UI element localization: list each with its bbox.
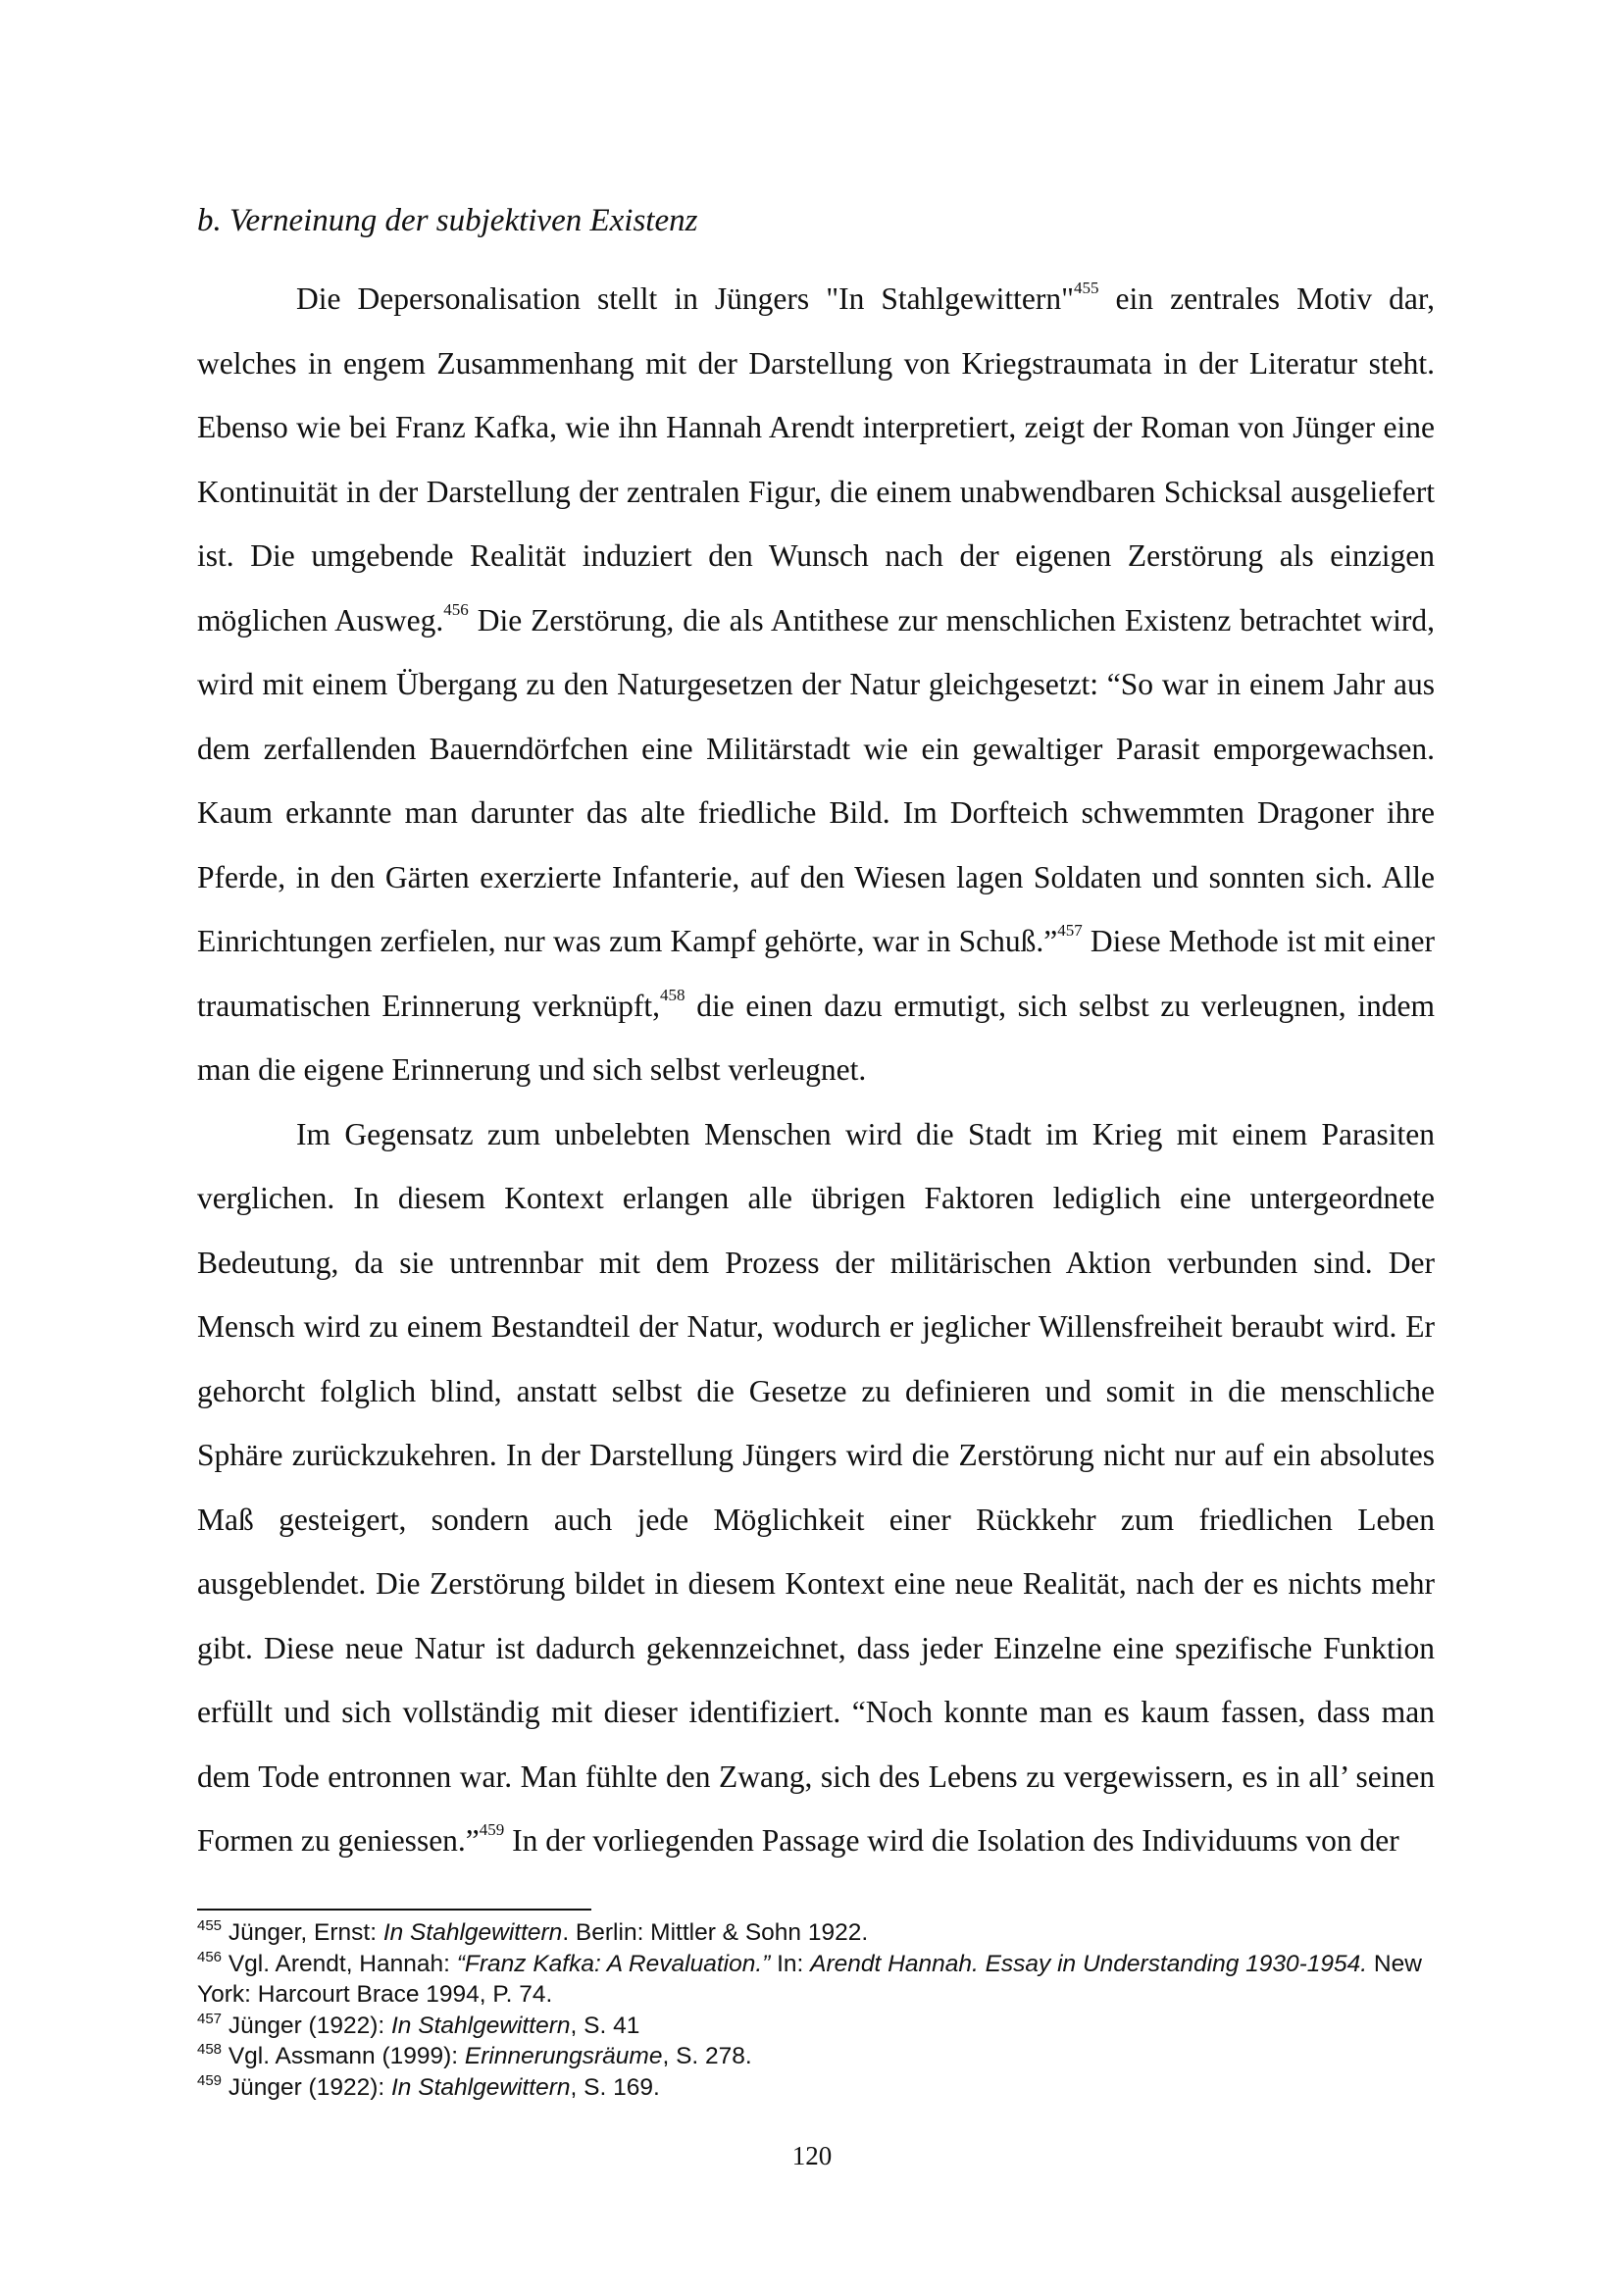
- footnote-text: New York: Harcourt Brace 1994, P. 74.: [197, 1950, 1422, 2008]
- text-run: Die Zerstörung, die als Antithese zur menschlichen Existenz betrachtet wird, wird mit einem Übergang zu den Naturgesetzen der Natur gleichgesetzt: “So war in einem Jahr aus dem zerfallenden Bauerndörfchen eine Militärstadt wie ein gewaltiger Parasit emporgewachsen. Kaum erkannte man darunter das alte friedliche Bild. Im Dorfteich schwemmten Dragoner ihre Pferde, in den Gärten exerzierte Infanterie, auf den Wiesen lagen Soldaten und sonnten sich. Alle Einrichtungen zerfielen, nur was zum Kampf gehörte, war in Schuß.”: [197, 602, 1435, 958]
- footnote: [197, 2072, 1435, 2104]
- footnote-text: , S. 278.: [662, 2043, 752, 2069]
- footnote-title: In Stahlgewittern: [382, 1919, 563, 1946]
- footnote-text: . Berlin: Mittler & Sohn 1922.: [562, 1919, 869, 1946]
- footnote-text: Jünger (1922):: [222, 2012, 391, 2039]
- footnote: [197, 2011, 1435, 2042]
- footnote-text: In:: [770, 1950, 811, 1977]
- footnote-text: , S. 41: [570, 2012, 640, 2039]
- paragraph: [197, 1102, 1435, 1873]
- text-run: ein zentrales Motiv dar, welches in engem Zusammenhang mit der Darstellung von Kriegstraumata in der Literatur steht. Ebenso wie bei Franz Kafka, wie ihn Hannah Arendt interpretiert, zeigt der Roman von Jünger eine Kontinuität in der Darstellung der zentralen Figur, die einem unabwendbaren Schicksal ausgeliefert ist. Die umgebende Realität induziert den Wunsch nach der eigenen Zerstörung als einzigen möglichen Ausweg.: [197, 281, 1435, 637]
- footnote: [197, 1917, 1435, 1949]
- paragraph: [197, 267, 1435, 1102]
- footnote-number: 459: [197, 2071, 223, 2089]
- footnote-title: In Stahlgewittern: [391, 2073, 571, 2101]
- footnote-number: 458: [197, 2041, 223, 2058]
- footnote-separator: [197, 1909, 591, 1911]
- footnote: [197, 2041, 1435, 2072]
- footnote-number: 456: [197, 1948, 223, 1965]
- footnote-text: Jünger, Ernst:: [222, 1919, 383, 1946]
- section-heading: b. Verneinung der subjektiven Existenz: [197, 203, 698, 238]
- footnote-title: Arendt Hannah. Essay in Understanding 1930-1954.: [810, 1950, 1368, 1977]
- footnote-text: Vgl. Assmann (1999):: [222, 2043, 465, 2069]
- page-number: 120: [791, 2141, 833, 2170]
- text-run: In der vorliegenden Passage wird die Isolation des Individuums von der: [504, 1823, 1399, 1858]
- text-run: Im Gegensatz zum unbelebten Menschen wird die Stadt im Krieg mit einem Parasiten verglichen. In diesem Kontext erlangen alle übrigen Faktoren lediglich eine untergeordnete Bedeutung, da sie untrennbar mit dem Prozess der militärischen Aktion verbunden sind. Der Mensch wird zu einem Bestandteil der Natur, wodurch er jeglicher Willensfreiheit beraubt wird. Er gehorcht folglich blind, anstatt selbst die Gesetze zu definieren und somit in die menschliche Sphäre zurückzukehren. In der Darstellung Jüngers wird die Zerstörung nicht nur auf ein absolutes Maß gesteigert, sondern auch jede Möglichkeit einer Rückkehr zum friedlichen Leben ausgeblendet. Die Zerstörung bildet in diesem Kontext eine neue Realität, nach der es nichts mehr gibt. Diese neue Natur ist dadurch gekennzeichnet, dass jeder Einzelne eine spezifische Funktion erfüllt und sich vollständig mit dieser identifiziert. “Noch konnte man es kaum fassen, dass man dem Tode entronnen war. Man fühlte den Zwang, sich des Lebens zu vergewissern, es in all’ seinen Formen zu geniessen.”: [197, 1116, 1435, 1858]
- footnote-text: Vgl. Arendt, Hannah:: [222, 1950, 457, 1977]
- footnote: [197, 1949, 1435, 2011]
- footnote-ref[interactable]: 458: [660, 985, 685, 1004]
- footnote-ref[interactable]: 457: [1057, 921, 1083, 940]
- footnote-text: , S. 169.: [570, 2073, 660, 2101]
- footnote-title: “Franz Kafka: A Revaluation.”: [456, 1950, 771, 1977]
- footnote-number: 455: [197, 1917, 223, 1934]
- footnote-ref[interactable]: 459: [479, 1820, 505, 1839]
- footnote-text: Jünger (1922):: [222, 2073, 391, 2101]
- footnote-title: Erinnerungsräume: [464, 2043, 663, 2069]
- body-text: [197, 267, 1435, 1873]
- text-run: Die Depersonalisation stellt in Jüngers "In Stahlgewittern": [296, 281, 1074, 316]
- footnote-ref[interactable]: 455: [1073, 279, 1099, 297]
- footnote-number: 457: [197, 2010, 223, 2027]
- text-run: die einen dazu ermutigt, sich selbst zu verleugnen, indem man die eigene Erinnerung und sich selbst verleugnet.: [197, 988, 1435, 1087]
- footnote-ref[interactable]: 456: [443, 599, 469, 619]
- footnotes: [197, 1917, 1435, 2103]
- text-run: Diese Methode ist mit einer traumatischen Erinnerung verknüpft,: [197, 924, 1435, 1023]
- footnote-title: In Stahlgewittern: [391, 2012, 571, 2039]
